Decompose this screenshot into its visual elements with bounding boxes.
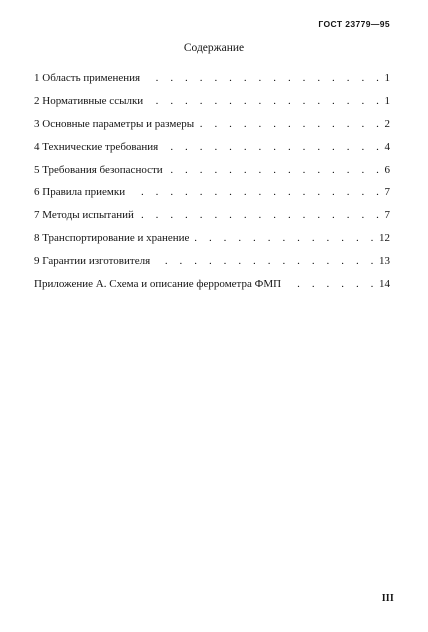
toc-entry-label: 1 Область применения	[34, 72, 141, 84]
toc-entry[interactable]	[34, 232, 390, 255]
toc-entry-label: 9 Гарантии изготовителя	[34, 255, 151, 268]
table-of-contents	[34, 72, 390, 301]
toc-dot-leader	[167, 164, 384, 176]
toc-dot-leader	[144, 72, 383, 84]
toc-entry[interactable]	[34, 209, 390, 232]
toc-entry-page: 13	[379, 255, 390, 268]
toc-entry-label: 6 Правила приемки	[34, 186, 126, 199]
toc-entry-page: 12	[379, 232, 390, 245]
toc-entry[interactable]	[34, 255, 390, 278]
toc-entry[interactable]	[34, 95, 390, 118]
toc-title: Содержание	[183, 42, 245, 54]
toc-dot-leader	[193, 232, 378, 244]
toc-entry-page: 7	[384, 209, 390, 222]
document-code: ГОСТ 23779—95	[318, 19, 390, 29]
toc-entry-label: 8 Транспортирование и хранение	[34, 232, 190, 245]
toc-entry-page: 7	[384, 186, 390, 199]
toc-entry[interactable]	[34, 72, 390, 95]
toc-entry[interactable]	[34, 141, 390, 164]
toc-entry-label: 4 Технические требования	[34, 140, 159, 153]
toc-dot-leader	[285, 278, 378, 290]
toc-entry-page: 1	[384, 72, 390, 84]
toc-entry-page: 1	[384, 94, 390, 107]
toc-entry-label: 5 Требования безопасности	[34, 163, 163, 176]
toc-entry[interactable]	[34, 118, 390, 141]
toc-dot-leader	[162, 141, 383, 153]
toc-entry[interactable]	[34, 278, 390, 301]
toc-dot-leader	[147, 95, 383, 107]
toc-dot-leader	[198, 118, 383, 130]
toc-entry[interactable]	[34, 164, 390, 187]
toc-entry-page: 14	[379, 278, 390, 291]
toc-dot-leader	[129, 186, 383, 198]
toc-dot-leader	[138, 209, 384, 221]
toc-entry-page: 6	[384, 163, 390, 176]
toc-dot-leader	[154, 255, 378, 267]
toc-entry-label: 2 Нормативные ссылки	[34, 94, 144, 107]
toc-entry-page: 4	[384, 140, 390, 153]
toc-entry-label: 3 Основные параметры и размеры	[34, 117, 195, 130]
toc-entry-label: Приложение А. Схема и описание феррометра ФМП	[34, 278, 282, 291]
toc-entry-label: 7 Методы испытаний	[34, 209, 134, 222]
page-number: III	[381, 593, 394, 604]
toc-entry[interactable]	[34, 186, 390, 209]
toc-entry-page: 2	[384, 117, 390, 130]
